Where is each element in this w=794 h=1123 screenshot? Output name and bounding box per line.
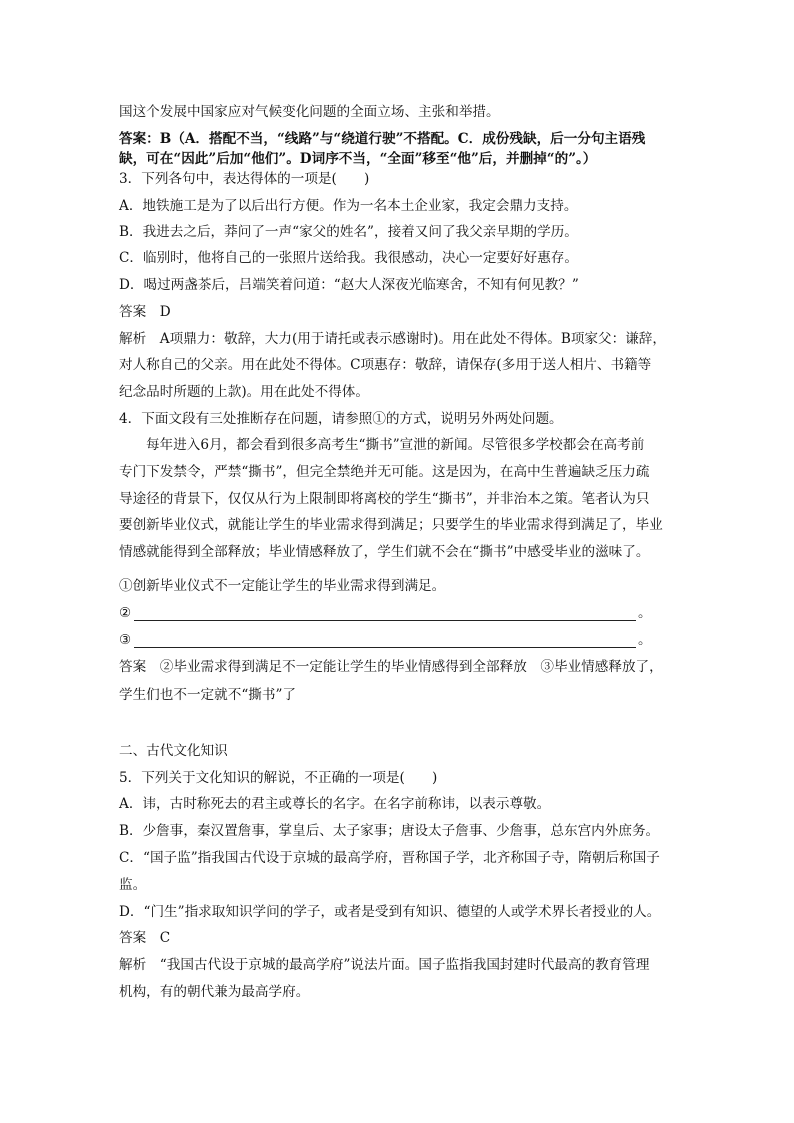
q4-passage-line-4: 要创新毕业仪式，就能让学生的毕业需求得到满足；只要学生的毕业需求得到满足了，毕业 (119, 517, 663, 533)
q5-option-c-line-1: C．“国子监”指我国古代设于京城的最高学府，晋称国子学，北齐称国子寺，隋朝后称国子 (119, 850, 660, 866)
q4-blank-2-period: 。 (638, 605, 652, 621)
q5-option-a: A．讳，古时称死去的君主或尊长的名字。在名字前称讳，以表示尊敬。 (119, 796, 551, 812)
q3-option-c: C．临别时，他将自己的一张照片送给我。我很感动，决心一定要好好惠存。 (119, 250, 578, 266)
q5-answer: 答案 C (119, 930, 171, 946)
q3-option-b: B．我进去之后，莽问了一声“家父的姓名”，接着又问了我父亲早期的学历。 (119, 224, 578, 240)
q5-analysis-line-2: 机构，有的朝代兼为最高学府。 (119, 984, 310, 1000)
q4-stem: 4．下面文段有三处推断存在问题，请参照①的方式，说明另外两处问题。 (119, 411, 563, 427)
q5-option-d: D．“门生”指求取知识学问的学子，或者是受到有知识、德望的人或学术界长者授业的人。 (119, 904, 661, 920)
q4-blank-2-label: ② (119, 605, 132, 621)
q3-option-a: A．地铁施工是为了以后出行方便。作为一名本土企业家，我定会鼎力支持。 (119, 198, 578, 214)
q3-answer: 答案 D (119, 304, 171, 320)
q4-blank-2-line[interactable] (134, 620, 636, 621)
section-title: 二、古代文化知识 (119, 743, 228, 759)
q4-blank-3-period: 。 (638, 632, 652, 648)
q2-answer-line-2: 缺，可在“因此”后加“他们”。D词序不当，“全面”移至“他”后，并删掉“的”。） (119, 151, 597, 167)
q5-option-b: B．少詹事，秦汉置詹事，掌皇后、太子家事；唐设太子詹事、少詹事，总东宫内外庶务。 (119, 823, 660, 839)
q4-blank-3-line[interactable] (134, 647, 636, 648)
q4-passage-line-2: 专门下发禁令，严禁“撕书”，但完全禁绝并无可能。这是因为，在高中生普遍缺乏压力疏 (119, 464, 650, 480)
q3-analysis-line-1: 解析 A项鼎力：敬辞，大力(用于请托或表示感谢时)。用在此处不得体。B项家父：谦辞， (119, 331, 666, 347)
q5-stem: 5．下列关于文化知识的解说，不正确的一项是( ) (119, 770, 438, 786)
q5-option-c-line-2: 监。 (119, 877, 147, 893)
q2-text-line: 国这个发展中国家应对气候变化问题的全面立场、主张和举措。 (119, 104, 500, 120)
q4-example-answer: ①创新毕业仪式不一定能让学生的毕业需求得到满足。 (119, 578, 446, 594)
q4-blank-3-label: ③ (119, 632, 132, 648)
q4-passage-line-1: 每年进入6月，都会看到很多高考生“撕书”宣泄的新闻。尽管很多学校都会在高考前 (146, 437, 645, 453)
q3-analysis-line-3: 纪念品时所题的上款)。用在此处不得体。 (119, 384, 369, 400)
q3-option-d: D．喝过两盏茶后，吕端笑着问道：“赵大人深夜光临寒舍，不知有何见教？” (119, 277, 579, 293)
q4-answer-line-2: 学生们也不一定就不“撕书”了 (119, 687, 297, 703)
q2-answer-line-1: 答案：B（A．搭配不当，“线路”与“绕道行驶”不搭配。C．成份残缺，后一分句主语残 (119, 131, 646, 147)
q4-passage-line-3: 导途径的背景下，仅仅从行为上限制即将离校的学生“撕书”，并非治本之策。笔者认为只 (119, 491, 650, 507)
q5-analysis-line-1: 解析 “我国古代设于京城的最高学府”说法片面。国子监指我国封建时代最高的教育管理 (119, 957, 650, 973)
q3-stem: 3．下列各句中，表达得体的一项是( ) (119, 171, 370, 187)
q3-analysis-line-2: 对人称自己的父亲。用在此处不得体。C项惠存：敬辞，请保存(多用于送人相片、书籍等 (119, 357, 652, 373)
q4-answer-line-1: 答案 ②毕业需求得到满足不一定能让学生的毕业情感得到全部释放 ③毕业情感释放了， (119, 659, 663, 675)
q4-passage-line-5: 情感就能得到全部释放；毕业情感释放了，学生们就不会在“撕书”中感受毕业的滋味了。 (119, 544, 650, 560)
